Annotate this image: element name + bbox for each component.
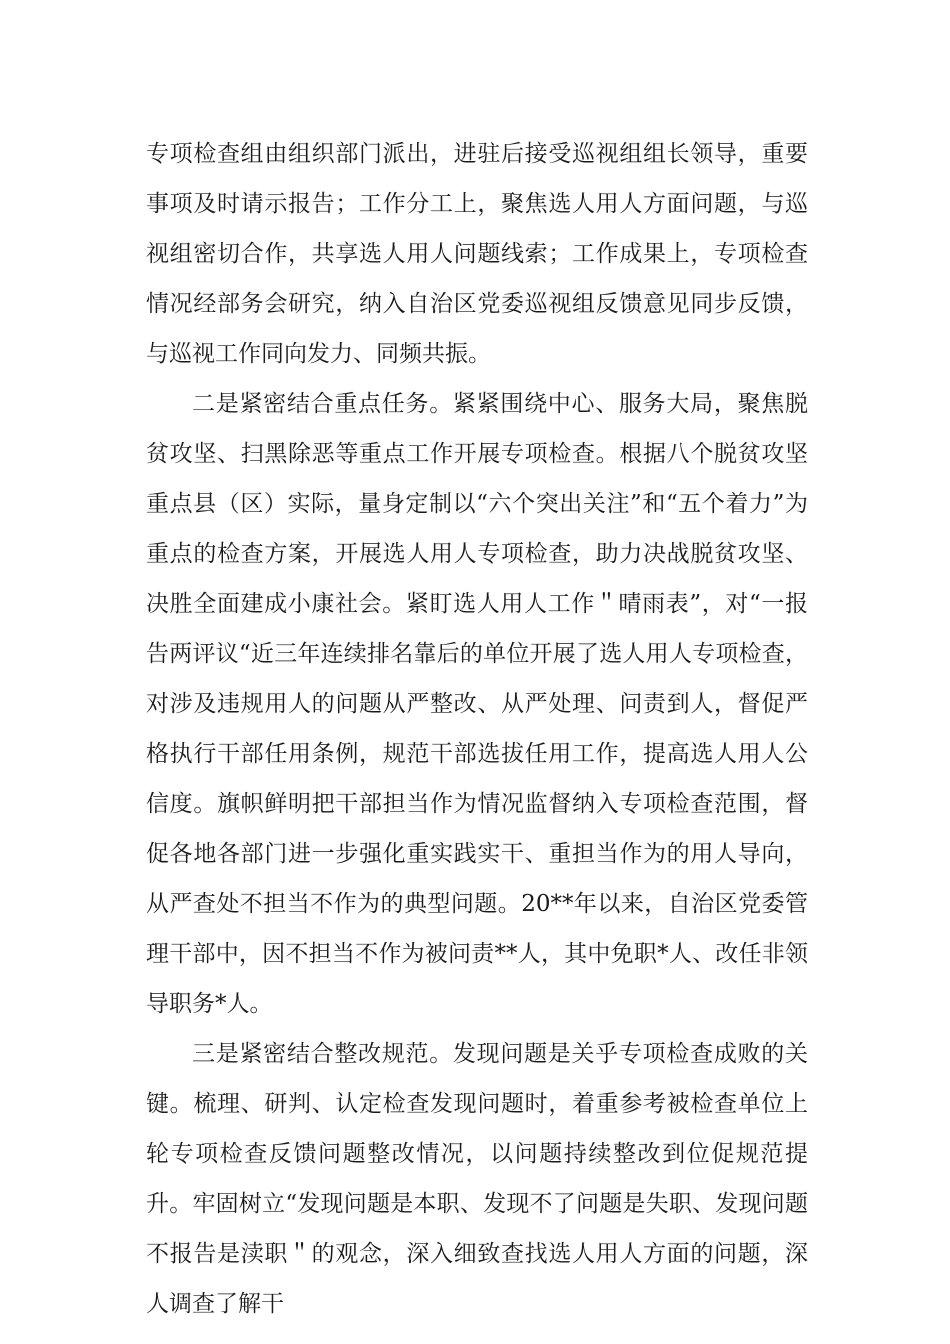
document-body xyxy=(146,129,808,1329)
paragraph-rectification: 三是紧密结合整改规范。发现问题是关乎专项检查成败的关键。梳理、研判、认定检查发现问题时，着重参考被检查单位上轮专项检查反馈问题整改情况，以问题持续整改到位促规范提升。牢固树立“发现问题是本职、发现不了问题是失职、发现问题不报告是渎职＂的观念，深入细致查找选人用人方面的问题，深人调查了解干 xyxy=(146,1041,808,1317)
paragraph-key-tasks: 二是紧密结合重点任务。紧紧围绕中心、服务大局，聚焦脱贫攻坚、扫黑除恶等重点工作开展专项检查。根据八个脱贫攻坚重点县（区）实际，量身定制以“六个突出关注”和“五个着力”为重点的检查方案，开展选人用人专项检查，助力决战脱贫攻坚、决胜全面建成小康社会。紧盯选人用人工作＂晴雨表”，对“一报告两评议“近三年连续排名靠后的单位开展了选人用人专项检查，对涉及违规用人的问题从严整改、从严处理、问责到人，督促严格执行干部任用条例，规范干部选拔任用工作，提高选人用人公信度。旗帜鲜明把干部担当作为情况监督纳入专项检查范围，督促各地各部门进一步强化重实践实干、重担当作为的用人导向，从严查处不担当不作为的典型问题。20**年以来，自治区党委管理干部中，因不担当不作为被问责**人，其中免职*人、改任非领导职务*人。 xyxy=(146,391,808,1017)
paragraph-continuation: 专项检查组由组织部门派出，进驻后接受巡视组组长领导，重要事项及时请示报告；工作分工上，聚焦选人用人方面问题，与巡视组密切合作，共享选人用人问题线索；工作成果上，专项检查情况经部务会研究，纳入自治区党委巡视组反馈意见同步反馈，与巡视工作同向发力、同频共振。 xyxy=(146,141,808,367)
